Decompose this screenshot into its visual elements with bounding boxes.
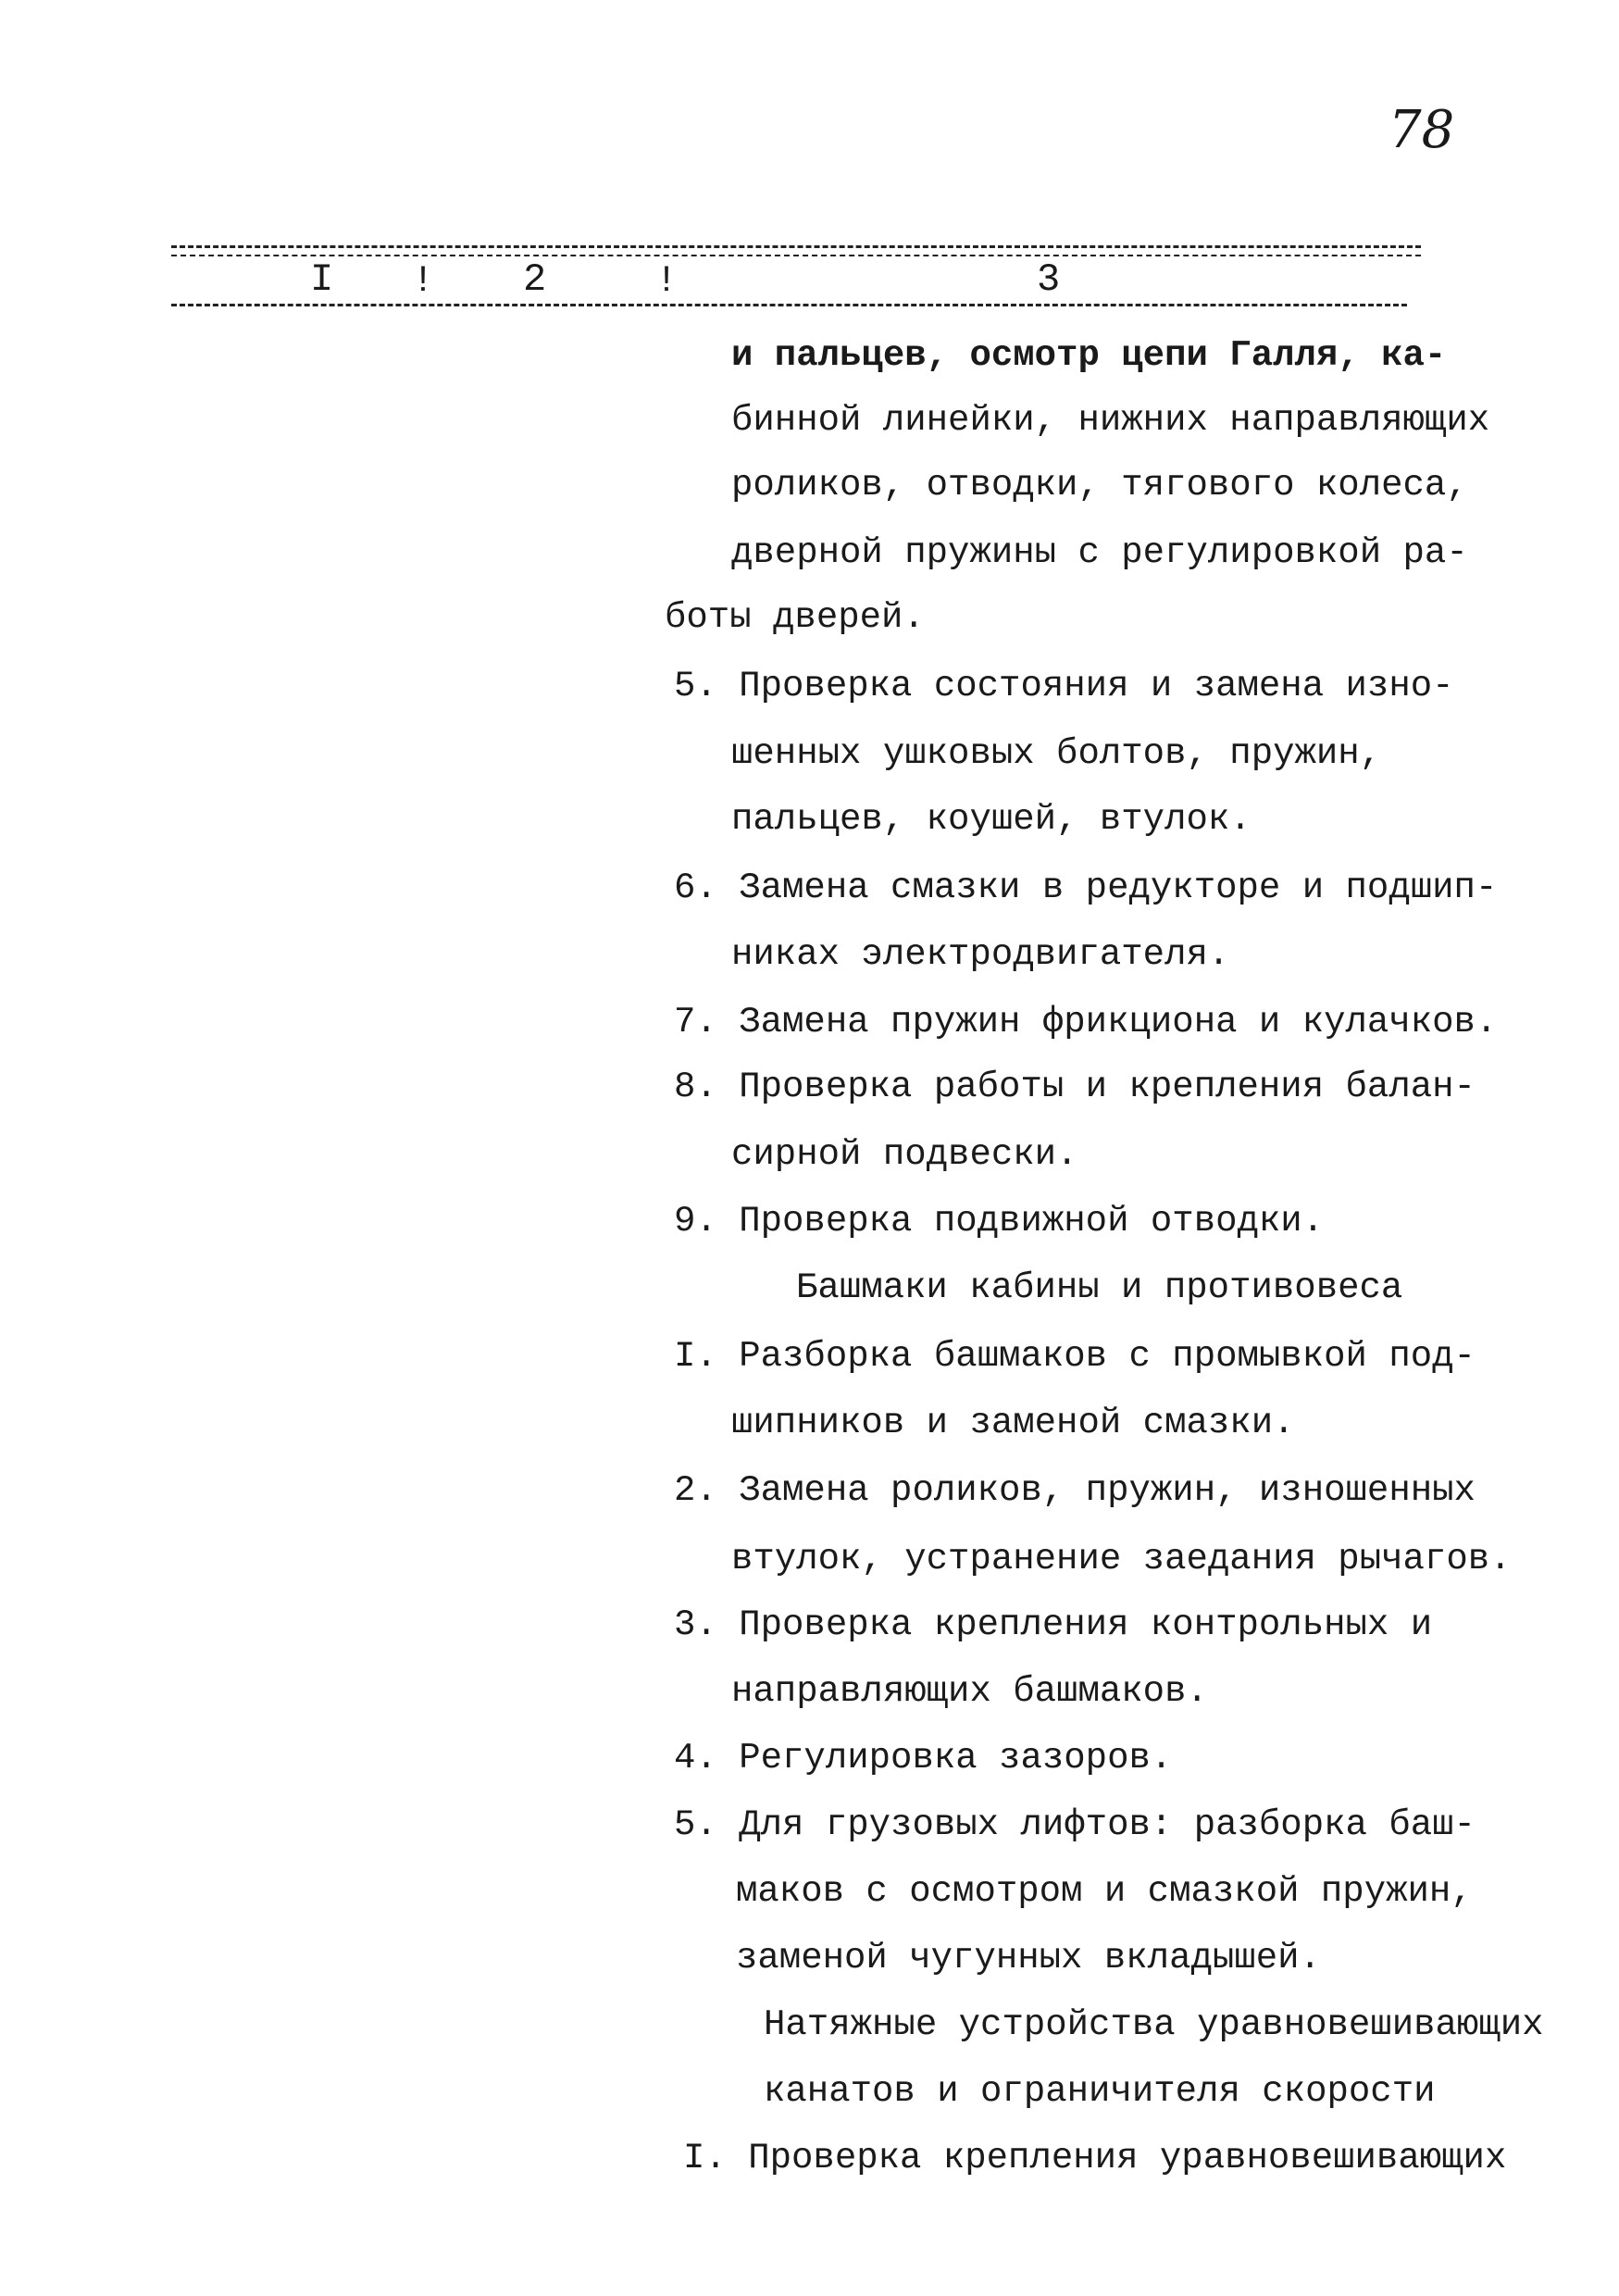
list-item: 3. Проверка крепления контрольных и	[674, 1604, 1433, 1645]
list-item: 9. Проверка подвижной отводки.	[674, 1201, 1325, 1242]
text-line: шенных ушковых болтов, пружин,	[731, 733, 1382, 774]
text-line: и пальцев, осмотр цепи Галля, ка-	[731, 335, 1447, 376]
text-line: боты дверей.	[665, 597, 925, 638]
section-heading: Башмаки кабины и противовеса	[796, 1267, 1403, 1308]
text-line: направляющих башмаков.	[731, 1671, 1208, 1712]
list-item: 8. Проверка работы и крепления балан-	[674, 1067, 1476, 1107]
table-top-rule-2	[171, 255, 1421, 256]
section-heading: Натяжные устройства уравновешивающих	[764, 2004, 1544, 2045]
column-2-label: 2	[523, 257, 547, 302]
text-line: роликов, отводки, тягового колеса,	[731, 465, 1468, 505]
text-line: шипников и заменой смазки.	[731, 1403, 1295, 1443]
list-item: I. Проверка крепления уравновешивающих	[683, 2138, 1507, 2178]
list-item: 5. Для грузовых лифтов: разборка баш-	[674, 1804, 1476, 1845]
text-line: втулок, устранение заедания рычагов.	[731, 1539, 1512, 1579]
text-line: маков с осмотром и смазкой пружин,	[736, 1871, 1473, 1912]
list-item: 6. Замена смазки в редукторе и подшип-	[674, 867, 1498, 908]
column-1-label: I	[310, 257, 334, 302]
text-line: заменой чугунных вкладышей.	[736, 1938, 1321, 1978]
list-item: I. Разборка башмаков с промывкой под-	[674, 1336, 1476, 1377]
list-item: 4. Регулировка зазоров.	[674, 1738, 1173, 1778]
table-header-bottom-rule	[171, 304, 1407, 306]
column-separator-1: !	[412, 261, 435, 303]
text-line: дверной пружины с регулировкой ра-	[731, 532, 1468, 573]
text-line: пальцев, коушей, втулок.	[731, 799, 1252, 840]
column-separator-2: !	[655, 261, 679, 303]
list-item: 5. Проверка состояния и замена изно-	[674, 666, 1454, 706]
text-line: сирной подвески.	[731, 1134, 1078, 1175]
table-top-rule	[171, 245, 1421, 248]
list-item: 7. Замена пружин фрикциона и кулачков.	[674, 1002, 1498, 1042]
list-item: 2. Замена роликов, пружин, изношенных	[674, 1470, 1476, 1511]
text-line: никах электродвигателя.	[731, 934, 1230, 975]
column-3-label: 3	[1037, 257, 1061, 302]
page-number: 78	[1389, 100, 1455, 160]
section-heading: канатов и ограничителя скорости	[764, 2071, 1436, 2112]
text-line: бинной линейки, нижних направляющих	[731, 400, 1490, 441]
